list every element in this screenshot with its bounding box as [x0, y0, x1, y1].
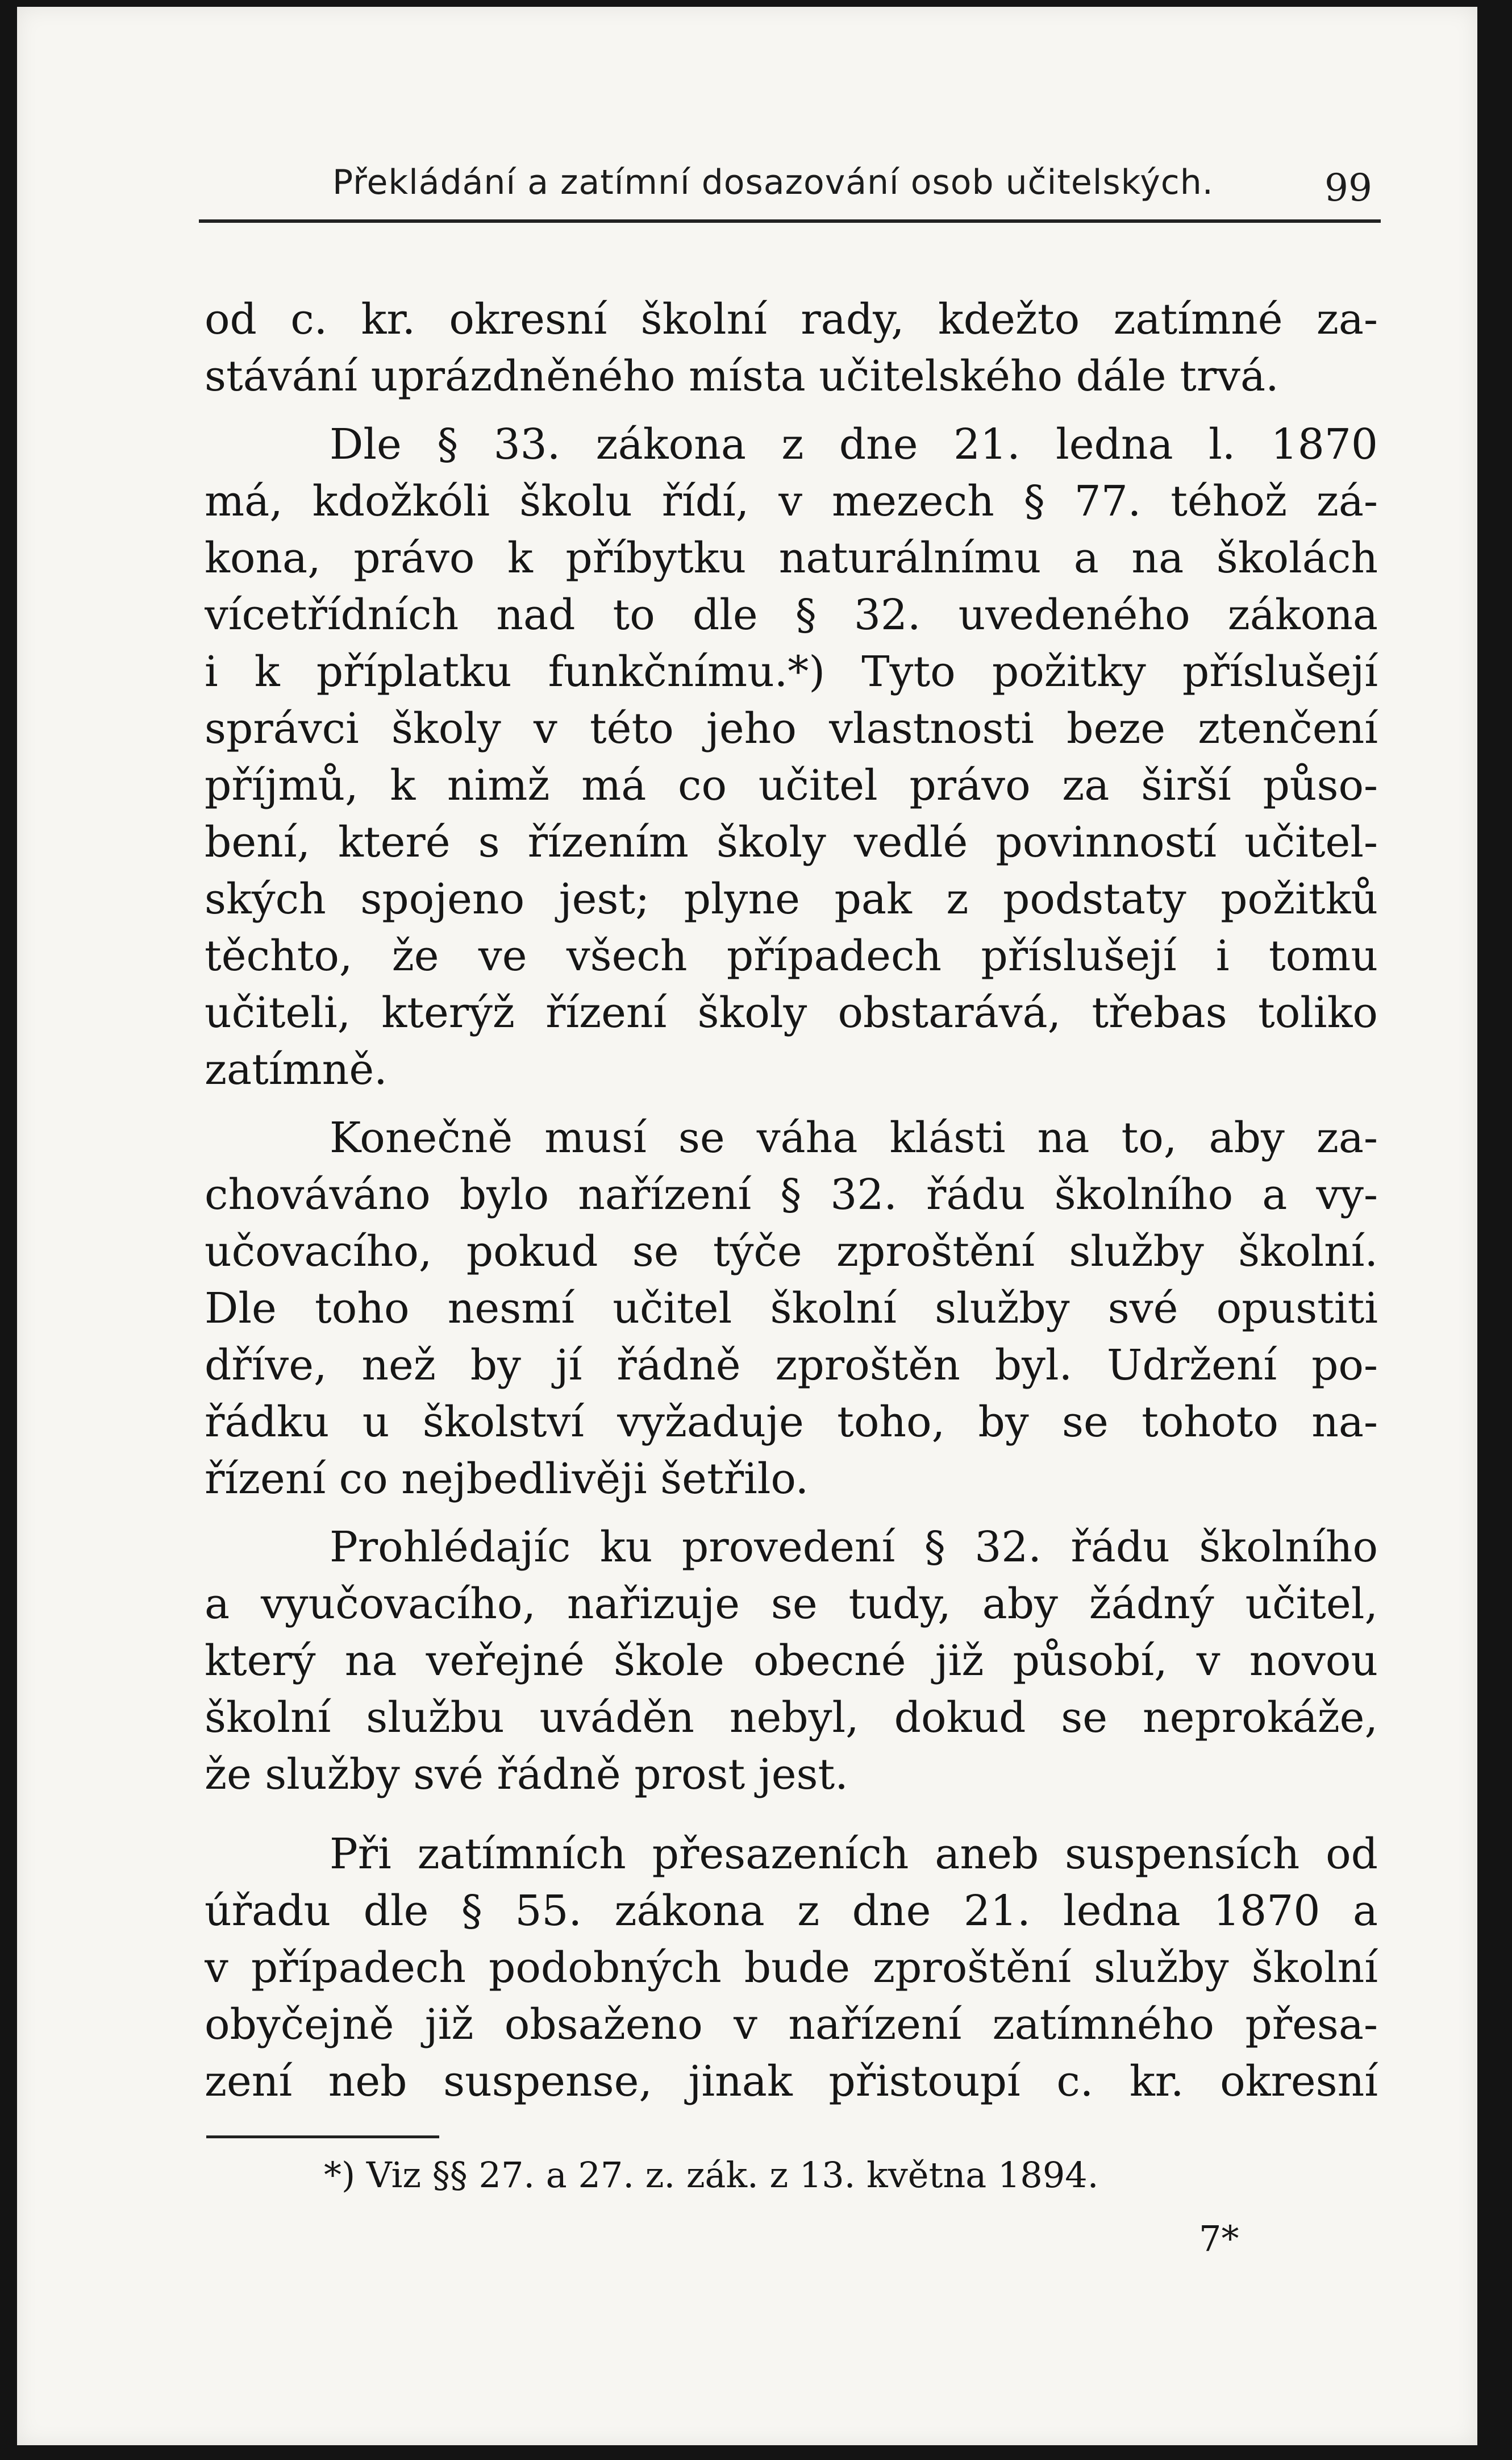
- text-line: Dle toho nesmí učitel školní služby své opustiti: [205, 1284, 1378, 1333]
- paragraph-gap: [205, 1507, 1378, 1519]
- signature-mark: 7*: [1199, 2218, 1239, 2259]
- text-line: Konečně musí se váha klásti na to, aby za-: [330, 1113, 1378, 1162]
- text-line: od c. kr. okresní školní rady, kdežto zatímné za-: [205, 295, 1378, 344]
- text-line: stávání uprázdněného místa učitelského dále trvá.: [205, 352, 1279, 401]
- text-line: obyčejně již obsaženo v nařízení zatímného přesa-: [205, 2000, 1378, 2049]
- paragraph-gap: [205, 1098, 1378, 1110]
- book-page: [17, 7, 1477, 2445]
- text-line: bení, které s řízením školy vedlé povinností učitel-: [205, 818, 1378, 867]
- text-line: učiteli, kterýž řízení školy obstarává, třebas toliko: [205, 988, 1378, 1037]
- text-line: Dle § 33. zákona z dne 21. ledna l. 1870: [330, 420, 1378, 469]
- page-header: [199, 153, 1381, 222]
- text-line: zatímně.: [205, 1045, 388, 1094]
- text-line: správci školy v této jeho vlastnosti beze ztenčení: [205, 704, 1378, 753]
- text-line: ských spojeno jest; plyne pak z podstaty požitků: [205, 875, 1378, 924]
- text-line: vícetřídních nad to dle § 32. uvedeného zákona: [205, 591, 1378, 639]
- footnote: *) Viz §§ 27. a 27. z. zák. z 13. května 1894.: [324, 2154, 1099, 2196]
- text-line: příjmů, k nimž má co učitel právo za širší půso-: [205, 761, 1378, 810]
- text-line: dříve, než by jí řádně zproštěn byl. Udržení po-: [205, 1341, 1378, 1390]
- text-line: zení neb suspense, jinak přistoupí c. kr. okresní: [205, 2057, 1378, 2106]
- text-line: úřadu dle § 55. zákona z dne 21. ledna 1870 a: [205, 1886, 1378, 1935]
- page-number: 99: [1324, 166, 1372, 210]
- text-line: a vyučovacího, nařizuje se tudy, aby žádný učitel,: [205, 1580, 1378, 1628]
- header-rule: [199, 219, 1381, 223]
- text-line: učovacího, pokud se týče zproštění služby školní.: [205, 1227, 1378, 1276]
- text-line: Prohlédajíc ku provedení § 32. řádu školního: [330, 1523, 1378, 1572]
- paragraph-gap: [205, 405, 1378, 416]
- text-line: v případech podobných bude zproštění služby školní: [205, 1943, 1378, 1992]
- text-line: řízení co nejbedlivěji šetřilo.: [205, 1455, 809, 1503]
- text-line: i k příplatku funkčnímu.*) Tyto požitky příslušejí: [205, 647, 1378, 696]
- body-text: [205, 291, 1378, 2110]
- text-line: má, kdožkóli školu řídí, v mezech § 77. téhož zá-: [205, 477, 1378, 526]
- text-line: kona, právo k příbytku naturálnímu a na školách: [205, 534, 1378, 583]
- text-line: že služby své řádně prost jest.: [205, 1750, 848, 1799]
- paragraph-gap: [205, 1803, 1378, 1826]
- text-line: řádku u školství vyžaduje toho, by se tohoto na-: [205, 1398, 1378, 1447]
- running-head: Překládání a zatímní dosazování osob učitelských.: [332, 163, 1214, 202]
- text-line: těchto, že ve všech případech příslušejí i tomu: [205, 932, 1378, 980]
- text-line: Při zatímních přesazeních aneb suspensích od: [330, 1830, 1378, 1879]
- text-line: chováváno bylo nařízení § 32. řádu školního a vy-: [205, 1170, 1378, 1219]
- footnote-rule: [206, 2135, 439, 2138]
- text-line: který na veřejné škole obecné již působí, v novou: [205, 1636, 1378, 1685]
- text-line: školní službu uváděn nebyl, dokud se neprokáže,: [205, 1693, 1378, 1742]
